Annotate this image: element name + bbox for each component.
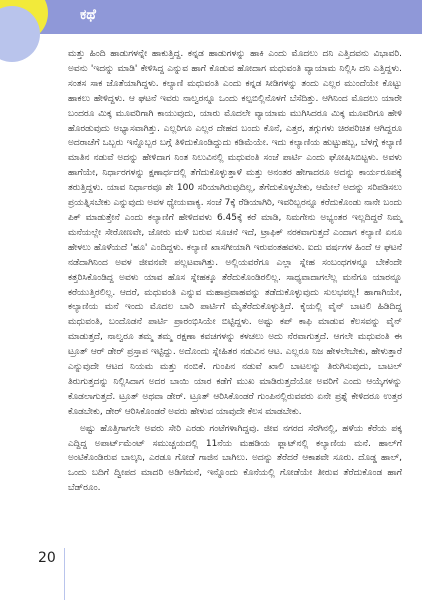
section-title: ಕಥೆ [80, 7, 96, 23]
paragraph: ಅಷ್ಟು ಹೊತ್ತಿಗಾಗಲೇ ಅವರು ಸೇರಿ ಎರಡು ಗಂಟೆಗಳಾಗಿದ್ದವು. ಜೀವ ನಗರದ ಸೆರಗಿನಲ್ಲಿ, ಹಳೆಯ ಕೆರೆಯ ಪಕ್ಕ ಎದ್ದಿದ್ದ ಅಪಾರ್ಟ್‌ಮೆಂಟ್ ಸಮುಚ್ಚಯದಲ್ಲಿ 11ನೆಯ ಮಹಡಿಯ ಫ್ಲಾಟ್‌ನಲ್ಲಿ ಕಲ್ಯಾಣಿಯ ಮನೆ. ಹಾಲ್‌ಗೆ ಅಂಟಿಕೊಂಡಿರುವ ಬಾಲ್ಕನಿ, ಎರಡೂ ಗೋಡೆ ಗಾಜಿನ ಬಾಗಿಲು. ಅದನ್ನು ತೆರೆದರೆ ಆಕಾಶವೇ ಸೂರು. ದೊಡ್ಡ ಹಾಲ್, ಒಂದು ಬದಿಗೆ ದ್ವೀಪದ ಮಾದರಿ ಅಡಿಗೆಮನೆ, ಇನ್ನೊಂದು ಕೊನೆಯಲ್ಲಿ ಗೋಡೆಯೇ ತೀರುವ ತೆರೆದುಕೊಂಡ ಹಾಗೆ ಬೆಡ್‌ರೂಂ. [68, 423, 402, 494]
left-margin-band [0, 0, 24, 600]
header-bar [24, 0, 422, 34]
footer-divider [64, 548, 65, 600]
story-body [68, 47, 402, 496]
paragraph: ಮತ್ತು ಹಿಂದಿ ಹಾಡುಗಳನ್ನೇ ಹಾಕುತ್ತಿದ್ದ. ಕನ್ನಡ ಹಾಡುಗಳನ್ನು ಹಾಕಿ ಎಂದು ಮೊದಲು ದನಿ ಎತ್ತಿದವನು ವಿಭಾವರಿ. ಅವನು 'ಇದನ್ನು ಮಾಡಿ' ಕೇಳಿಸಿದ್ದ ಎನ್ನುವ ಹಾಗೆ ಕೊಡುವ ಹೋದಾಗ ಮಧುವಂತಿ ವ್ಯಾಯಾಮ ನಿಲ್ಲಿಸಿ ದನಿ ಎತ್ತಿದ್ದಳು. ಸಂತಸ ಸಾಕ ಜೊತೆಯಾಗಿದ್ದಳು. ಕಲ್ಯಾಣಿ ಮಧುವಂತಿ ಎಂದು ಕನ್ನಡ ಸೀಡಿಗಳನ್ನು ತಂದು ಎಲ್ಲರ ಮುಂದೆಯೇ ಕೊಟ್ಟು ಹಾಕಲು ಹೇಳಿದ್ದಳು. ಆ ಘಟನೆ ಇವರು ನಾಲ್ವರನ್ನೂ ಒಂದು ಕಲ್ಪಬಿಲ್ಲಿನೊಳಗೆ ಬೆಸೆದಿತ್ತು. ಆಗಿನಿಂದ ಮೊದಲು ಯಾರೇ ಬಂದರೂ ಮಿಕ್ಕ ಮೂವರಿಗಾಗಿ ಕಾಯುವುದು, ಯಾರು ಮೊದಲೇ ವ್ಯಾಯಾಮ ಮುಗಿಸಿದರೂ ಮಿಕ್ಕ ಮೂವರಿಗೂ ಹೇಳಿ ಹೊರಡುವುದು ಅಭ್ಯಾಸವಾಗಿತ್ತು. ಎಲ್ಲರಿಗೂ ಎಲ್ಲರ ದೇಹದ ಬಂದು ಕೊನೆ, ಎತ್ತರ, ತಗ್ಗುಗಳು ಚಿರಪರಿಚಿತ ಆಗಿದ್ದರೂ ಅದರಾಚೆಗೆ ಒಬ್ಬರು ಇನ್ನೊಬ್ಬರ ಬಗ್ಗೆ ತಿಳಿದುಕೊಂಡಿದ್ದುದು ಕಡಿಮೆಯೇ. ಇದು ಕಲ್ಯಾಣಿಯ ಹುಟ್ಟುಹಬ್ಬ, ಬೆಳಗ್ಗೆ ಕಲ್ಯಾಣಿ ಮಾತಿನ ನಡುವೆ ಅದನ್ನು ಹೇಳಿದಾಗ ನಿಂತ ನಿಲುವಿನಲ್ಲಿ ಮಧುವಂತಿ ಸಂಜೆ ಪಾರ್ಟಿ ಎಂದು ಘೋಷಿಸಿಬಿಟ್ಟಳು. ಅವಳು ಹಾಗೆಯೇ, ನಿರ್ಧಾರಗಳನ್ನು ಕ್ಷಣಾರ್ಧದಲ್ಲಿ ತೆಗೆದುಕೊಳ್ಳುತ್ತಾಳೆ ಮತ್ತು ಅನಂತರ ಹೇಗಾದರೂ ಅದನ್ನು ಕಾರ್ಯರೂಪಕ್ಕೆ ತರುತ್ತಿದ್ದಳು. ಯಾವ ನಿರ್ಧಾರವೂ ಶೇ 100 ಸರಿಯಾಗಿರುವುದಿಲ್ಲ, ತೆಗೆದುಕೊಳ್ಳಬೇಕು, ಆಮೇಲೆ ಅದನ್ನು ಸರಿಪಡಿಸಲು ಪ್ರಯತ್ನಿಸಬೇಕು ಎನ್ನುವುದು ಅವಳ ಧ್ಯೇಯವಾಕ್ಯ. ಸಂಜೆ 7ಕ್ಕೆ ರೆಡಿಯಾಗಿರಿ, ಇವರಿಬ್ಬರನ್ನೂ ಕರೆದುಕೊಂಡು ನಾನೇ ಬಂದು ಪಿಕ್ ಮಾಡುತ್ತೇನೆ ಎಂದು ಕಲ್ಯಾಣಿಗೆ ಹೇಳಿದವಳು 6.45ಕ್ಕೆ ಕರೆ ಮಾಡಿ, ನಿಮಗೇನು ಅಭ್ಯಂತರ ಇಲ್ಲದಿದ್ದರೆ ನಿಮ್ಮ ಮನೆಯಲ್ಲೇ ಸೇರೋಣವೇ, ಜೋರು ಮಳೆ ಬರುವ ಸೂಚನೆ ಇದೆ, ಟ್ರಾಫಿಕ್ ನರಕವಾಗುತ್ತದೆ ಎಂದಾಗ ಕಲ್ಯಾಣಿ ಏನೂ ಹೇಳಲು ಹೊಳೆಯದೆ 'ಹೂ' ಎಂದಿದ್ದಳು. ಕಲ್ಯಾಣಿ ಖಾಸಗೀಯಾಗಿ ಇರುವಂತಹವಳು. ಐದು ವರ್ಷಗಳ ಹಿಂದೆ ಆ ಘಟನೆ ನಡೆದಾಗಿನಿಂದ ಅವಳ ಜೀವನವೇ ಪಲ್ಲಟವಾಗಿತ್ತು. ಅಲ್ಲಿಯವರೆಗೂ ಎಲ್ಲಾ ಸ್ನೇಹ ಸಂಬಂಧಗಳನ್ನೂ ಬೇಕೆಂದೇ ಕತ್ತರಿಸಿಕೊಂಡಿದ್ದ ಅವಳು ಯಾವ ಹೊಸ ಸ್ನೇಹಕ್ಕೂ ತೆರೆದುಕೊಂಡಿರಲಿಲ್ಲ. ಸಾಧ್ಯವಾದಾಗಲೆಲ್ಲ ಮನೆಗೂ ಯಾರನ್ನೂ ಕರೆಯುತ್ತಿರಲಿಲ್ಲ. ಆದರೆ, ಮಧುವಂತಿ ಎನ್ನುವ ಮಹಾಪ್ರವಾಹವನ್ನು ತಡೆದುಕೊಳ್ಳುವುದು ಸುಲಭವಲ್ಲ! ಹಾಗಾಗಿಯೇ, ಕಲ್ಯಾಣಿಯ ಮನೆ ಇಂದು ಮೊದಲ ಬಾರಿ ಪಾರ್ಟಿಗೆ ಮೈತೆರೆದುಕೊಳ್ಳುತ್ತಿದೆ. ಕೈಯಲ್ಲಿ ವೈನ್ ಬಾಟಲಿ ಹಿಡಿದಿದ್ದ ಮಧುವಂತಿ, ಬಂದೊಡನೆ ಪಾರ್ಟಿ ಪ್ರಾರಂಭಿಸಿಯೇ ಬಿಟ್ಟಿದ್ದಳು. ಅಷ್ಟು ಕಪ್ ಕಾಫಿ ಮಾಡುವ ಕೆಲಸವನ್ನು ವೈನ್ ಮಾಡುತ್ತದೆ, ನಾಲ್ವರೂ ತಮ್ಮ ತಮ್ಮ ರಕ್ಷಣಾ ಕವಚಗಳನ್ನು ಕಳಚಲು ಅದು ನೆರವಾಗುತ್ತದೆ. ಆಗಲೇ ಮಧುವಂತಿ ಈ ಟ್ರೂತ್ ಆರ್ ಡೇರ್ ಪ್ರಸ್ತಾಪ ಇಟ್ಟಿದ್ದು. ಅದೊಂದು ಸ್ನೇಹಿತರ ನಡುವಿನ ಆಟ. ಎಲ್ಲರೂ ನಿಜ ಹೇಳಲೇಬೇಕು, ಹೇಳುತ್ತಾರೆ ಎನ್ನುವುದೇ ಆಟದ ನಿಯಮ ಮತ್ತು ನಂಬಿಕೆ. ಗುಂಪಿನ ನಡುವೆ ಖಾಲಿ ಬಾಟಲನ್ನು ತಿರುಗಿಸುವುದು, ಬಾಟಲ್ ತಿರುಗುತ್ತದನ್ನು ನಿಲ್ಲಿಸಿದಾಗ ಅದರ ಬಾಯಿ ಯಾರ ಕಡೆಗೆ ಮುಖ ಮಾಡಿರುತ್ತದೆಯೋ ಅವರಿಗೆ ಎಂದು ಆಯ್ಕೆಗಳನ್ನು ಕೊಡಲಾಗುತ್ತದೆ. ಟ್ರೂತ್ ಅಥವಾ ಡೇರ್. ಟ್ರೂತ್ ಆರಿಸಿಕೊಂಡರೆ ಗುಂಪಿನಲ್ಲಿರುವವರು ಏನೇ ಪ್ರಶ್ನೆ ಕೇಳಿದರೂ ಉತ್ತರ ಕೊಡಬೇಕು, ಡೇರ್ ಆರಿಸಿಕೊಂಡರೆ ಅವರು ಹೇಳುವ ಯಾವುದೇ ಕೆಲಸ ಮಾಡಬೇಕು. [68, 49, 402, 417]
page-number: 20 [38, 550, 56, 566]
